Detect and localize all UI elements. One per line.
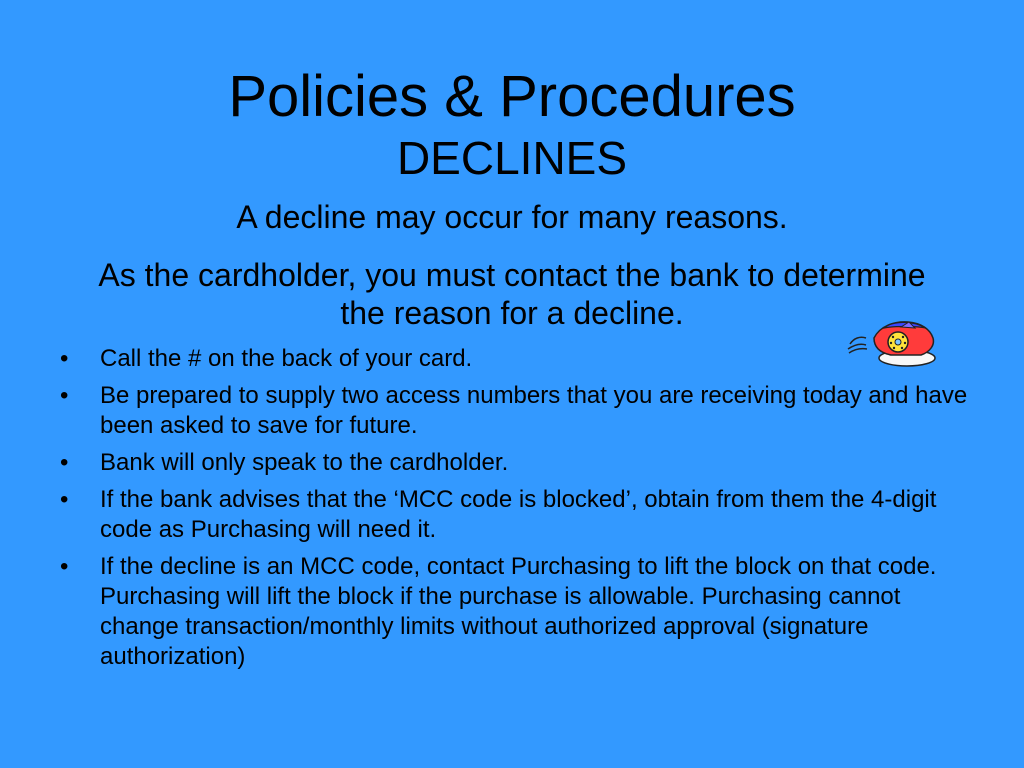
bullet-list bbox=[56, 344, 972, 679]
bullet-item-5 bbox=[56, 552, 972, 672]
intro-line-1: A decline may occur for many reasons. bbox=[236, 199, 788, 235]
intro-line-2: As the cardholder, you must contact the bank to determine the reason for a decline. bbox=[98, 257, 926, 331]
bullet-text: Call the # on the back of your card. bbox=[100, 345, 473, 372]
bullet-text: If the bank advises that the ‘MCC code is blocked’, obtain from them the 4-digit code as Purchasing will need it. bbox=[100, 486, 937, 543]
slide-title: Policies & Procedures bbox=[228, 64, 796, 129]
bullet-marker: • bbox=[60, 486, 69, 513]
bullet-item-2 bbox=[56, 381, 972, 441]
bullet-marker: • bbox=[60, 382, 69, 409]
bullet-item-3 bbox=[56, 448, 972, 478]
slide-subtitle: DECLINES bbox=[396, 132, 628, 184]
bullet-marker: • bbox=[60, 449, 69, 476]
bullet-item-1 bbox=[56, 344, 972, 374]
bullet-marker: • bbox=[60, 553, 69, 580]
bullet-text: Bank will only speak to the cardholder. bbox=[100, 449, 509, 476]
bullet-item-4 bbox=[56, 485, 972, 545]
bullet-marker: • bbox=[60, 345, 69, 372]
bullet-text: If the decline is an MCC code, contact Purchasing to lift the block on that code. Purchasing will lift the block if the purchase is allowable. Purchasing cannot change transaction/monthly limits without authorized approval (signature authorization) bbox=[100, 553, 937, 670]
bullet-text: Be prepared to supply two access numbers that you are receiving today and have been asked to save for future. bbox=[100, 382, 968, 439]
